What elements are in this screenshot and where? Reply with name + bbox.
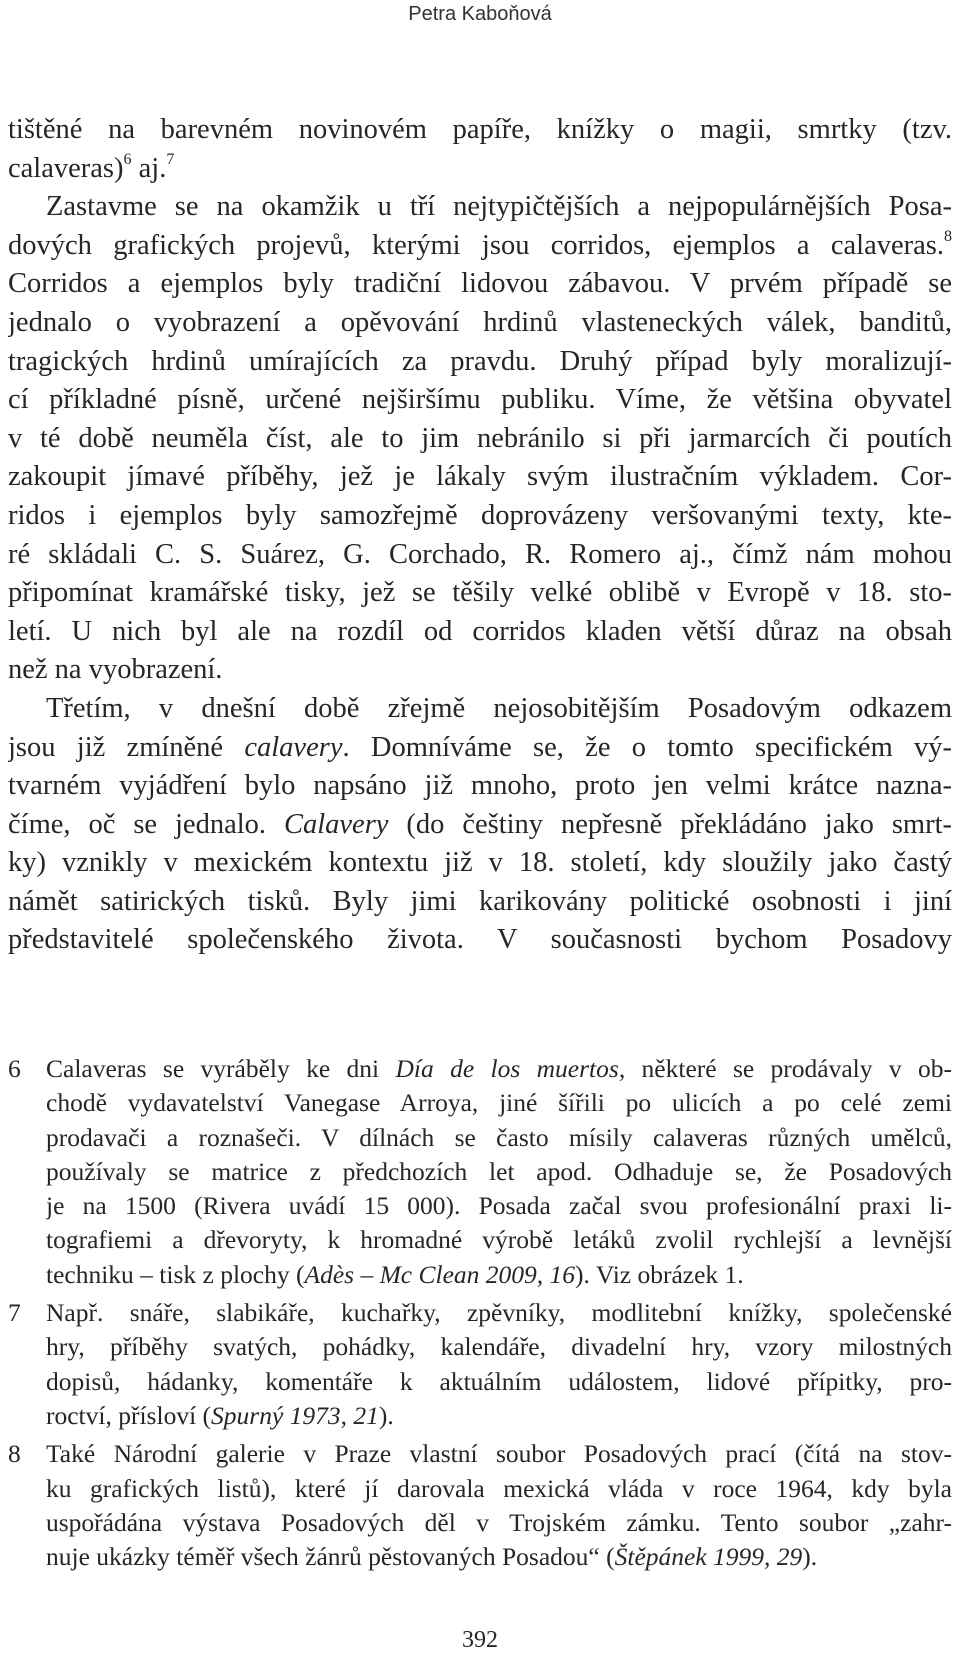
- body-line: [8, 613, 952, 652]
- body-line: [8, 343, 952, 382]
- text-segment: číme, oč se jednalo.: [8, 808, 284, 840]
- text-segment: Např. snáře, slabikáře, kuchařky, zpěvníky, modlitební knížky, společenské: [46, 1298, 952, 1328]
- text-segment: Corridos a ejemplos byly tradiční lidovou zábavou. V prvém případě se: [8, 268, 952, 300]
- text-segment: techniku – tisk z plochy (: [46, 1259, 305, 1289]
- body-line: [8, 497, 952, 536]
- footnote-text: [46, 1052, 952, 1292]
- text-segment: jednalo o vyobrazení a opěvování hrdinů vlasteneckých válek, banditů,: [8, 306, 952, 338]
- italic-text: Calavery: [283, 808, 389, 840]
- text-segment: námět satirických tisků. Byly jimi karikovány politické osobnosti i jiní: [8, 885, 952, 917]
- text-segment: hry, příběhy svatých, pohádky, kalendáře, divadelní hry, vzory milostných: [46, 1332, 952, 1362]
- text-segment: Také Národní galerie v Praze vlastní soubor Posadových prací (čítá na stov-: [46, 1439, 952, 1469]
- footnote-number: 8: [8, 1439, 21, 1469]
- footnote: [8, 1437, 952, 1574]
- body-line: [8, 227, 952, 266]
- text-segment: uspořádána výstava Posadových děl v Trojském zámku. Tento soubor „zahr-: [46, 1507, 952, 1537]
- text-segment: připomínat kramářské tisky, jež se těšily velké oblibě v Evropě v 18. sto-: [8, 577, 952, 609]
- footnote-line: [46, 1258, 952, 1292]
- text-segment: calaveras): [8, 152, 124, 184]
- text-segment: ky) vznikly v mexickém kontextu již v 18. století, kdy sloužily jako častý: [8, 847, 952, 879]
- footnote: [8, 1296, 952, 1433]
- body-line: [8, 729, 952, 768]
- text-segment: tragických hrdinů umírajících za pravdu. Druhý případ byly moralizují-: [8, 345, 952, 377]
- footnote-line: [46, 1121, 952, 1155]
- footnote-line: [46, 1399, 952, 1433]
- footnote-line: [46, 1155, 952, 1189]
- body-line: [8, 150, 952, 189]
- text-segment: je na 1500 (Rivera uvádí 15 000). Posada začal svou profesionální praxi li-: [46, 1191, 952, 1221]
- text-segment: Třetím, v dnešní době zřejmě nejosobitějším Posadovým odkazem: [46, 692, 952, 724]
- text-segment: (do češtiny nepřesně překládáno jako smrt-: [388, 808, 952, 840]
- footnote-line: [46, 1437, 952, 1471]
- text-segment: , některé se prodávaly v ob-: [618, 1054, 952, 1083]
- text-segment: tvarném vyjádření bylo napsáno již mnoho, proto jen velmi krátce nazna-: [8, 770, 952, 802]
- footnote-line: [46, 1189, 952, 1223]
- text-segment: představitelé společenského života. V současnosti bychom Posadovy: [8, 924, 952, 956]
- text-segment: aj.: [131, 152, 167, 184]
- page-number: 392: [462, 1627, 498, 1653]
- body-line: [8, 651, 952, 690]
- footnotes: [8, 1052, 952, 1574]
- body-text: [8, 111, 952, 960]
- footnote-text: [46, 1296, 952, 1433]
- body-line: [8, 806, 952, 845]
- body-line: [8, 188, 952, 227]
- body-line: [8, 420, 952, 459]
- text-segment: chodě vydavatelství Vanegase Arroya, jiné šířili po ulicích a po celé zemi: [46, 1088, 952, 1118]
- footnote-ref: 8: [944, 227, 952, 245]
- body-line: [8, 536, 952, 575]
- text-segment: dových grafických projevů, kterými jsou corridos, ejemplos a calaveras.: [8, 229, 944, 261]
- text-segment: ).: [802, 1542, 818, 1572]
- text-segment: dopisů, hádanky, komentáře k aktuálním událostem, lidové přípitky, pro-: [46, 1366, 952, 1396]
- text-segment: ).: [378, 1400, 394, 1430]
- body-line: [8, 111, 952, 150]
- body-line: [8, 458, 952, 497]
- body-line: [8, 690, 952, 729]
- footnote-line: [46, 1223, 952, 1257]
- footnote-line: [46, 1086, 952, 1120]
- text-segment: tografiemi a dřevoryty, k hromadné výrobě letáků zvolil rychlejší a levnější: [46, 1225, 952, 1255]
- text-segment: než na vyobrazení.: [8, 654, 223, 686]
- body-line: [8, 381, 952, 420]
- text-segment: ku grafických listů), které jí darovala mexická vláda v roce 1964, kdy byla: [46, 1473, 952, 1503]
- footnote-line: [46, 1052, 952, 1086]
- footnote-line: [46, 1472, 952, 1506]
- text-segment: nuje ukázky téměř všech žánrů pěstovaných Posadou“ (: [46, 1542, 615, 1572]
- body-line: [8, 844, 952, 883]
- body-line: [8, 883, 952, 922]
- body-line: [8, 265, 952, 304]
- text-segment: ré skládali C. S. Suárez, G. Corchado, R. Romero aj., čímž nám mohou: [8, 538, 952, 570]
- italic-text: Adès – Mc Clean 2009, 16: [304, 1259, 576, 1289]
- text-segment: ). Viz obrázek 1.: [575, 1259, 744, 1289]
- footnote: [8, 1052, 952, 1292]
- text-segment: používaly se matrice z předchozích let apod. Odhaduje se, že Posadových: [46, 1156, 952, 1186]
- italic-text: Día de los muertos: [395, 1054, 619, 1083]
- footnote-line: [46, 1506, 952, 1540]
- footnote-ref: 6: [123, 150, 132, 168]
- footnote-text: [46, 1437, 952, 1574]
- text-segment: Zastavme se na okamžik u tří nejtypičtějších a nejpopulárnějších Posa-: [46, 191, 952, 223]
- footnote-number: 6: [8, 1054, 21, 1083]
- italic-text: calavery: [244, 731, 343, 763]
- text-segment: tištěné na barevném novinovém papíře, knížky o magii, smrtky (tzv.: [8, 114, 952, 145]
- body-line: [8, 921, 952, 960]
- footnote-line: [46, 1296, 952, 1330]
- running-header: Petra Kaboňová: [408, 3, 552, 25]
- footnote-number: 7: [8, 1298, 21, 1328]
- text-segment: zakoupit jímavé příběhy, jež je lákaly svým ilustračním výkladem. Cor-: [8, 461, 952, 493]
- footnote-ref: 7: [166, 150, 175, 168]
- italic-text: Štěpánek 1999, 29: [614, 1542, 803, 1572]
- italic-text: Spurný 1973, 21: [211, 1400, 379, 1430]
- footnote-line: [46, 1330, 952, 1364]
- body-line: [8, 767, 952, 806]
- footnote-line: [46, 1540, 952, 1574]
- footnote-line: [46, 1365, 952, 1399]
- text-segment: . Domníváme se, že o tomto specifickém vý-: [342, 731, 952, 763]
- text-segment: cí příkladné písně, určené nejširšímu publiku. Víme, že většina obyvatel: [8, 384, 952, 416]
- text-segment: v té době neuměla číst, ale to jim nebránilo si při jarmarcích či poutích: [8, 422, 952, 454]
- body-line: [8, 304, 952, 343]
- text-segment: roctví, přísloví (: [46, 1400, 212, 1430]
- text-segment: letí. U nich byl ale na rozdíl od corridos kladen větší důraz na obsah: [8, 615, 952, 647]
- text-segment: Calaveras se vyráběly ke dni: [46, 1054, 396, 1083]
- body-line: [8, 574, 952, 613]
- text-segment: ridos i ejemplos byly samozřejmě doprovázeny veršovanými texty, kte-: [8, 499, 952, 531]
- text-segment: jsou již zmíněné: [8, 731, 245, 763]
- text-segment: prodavači a roznašeči. V dílnách se často mísily calaveras různých umělců,: [46, 1122, 952, 1152]
